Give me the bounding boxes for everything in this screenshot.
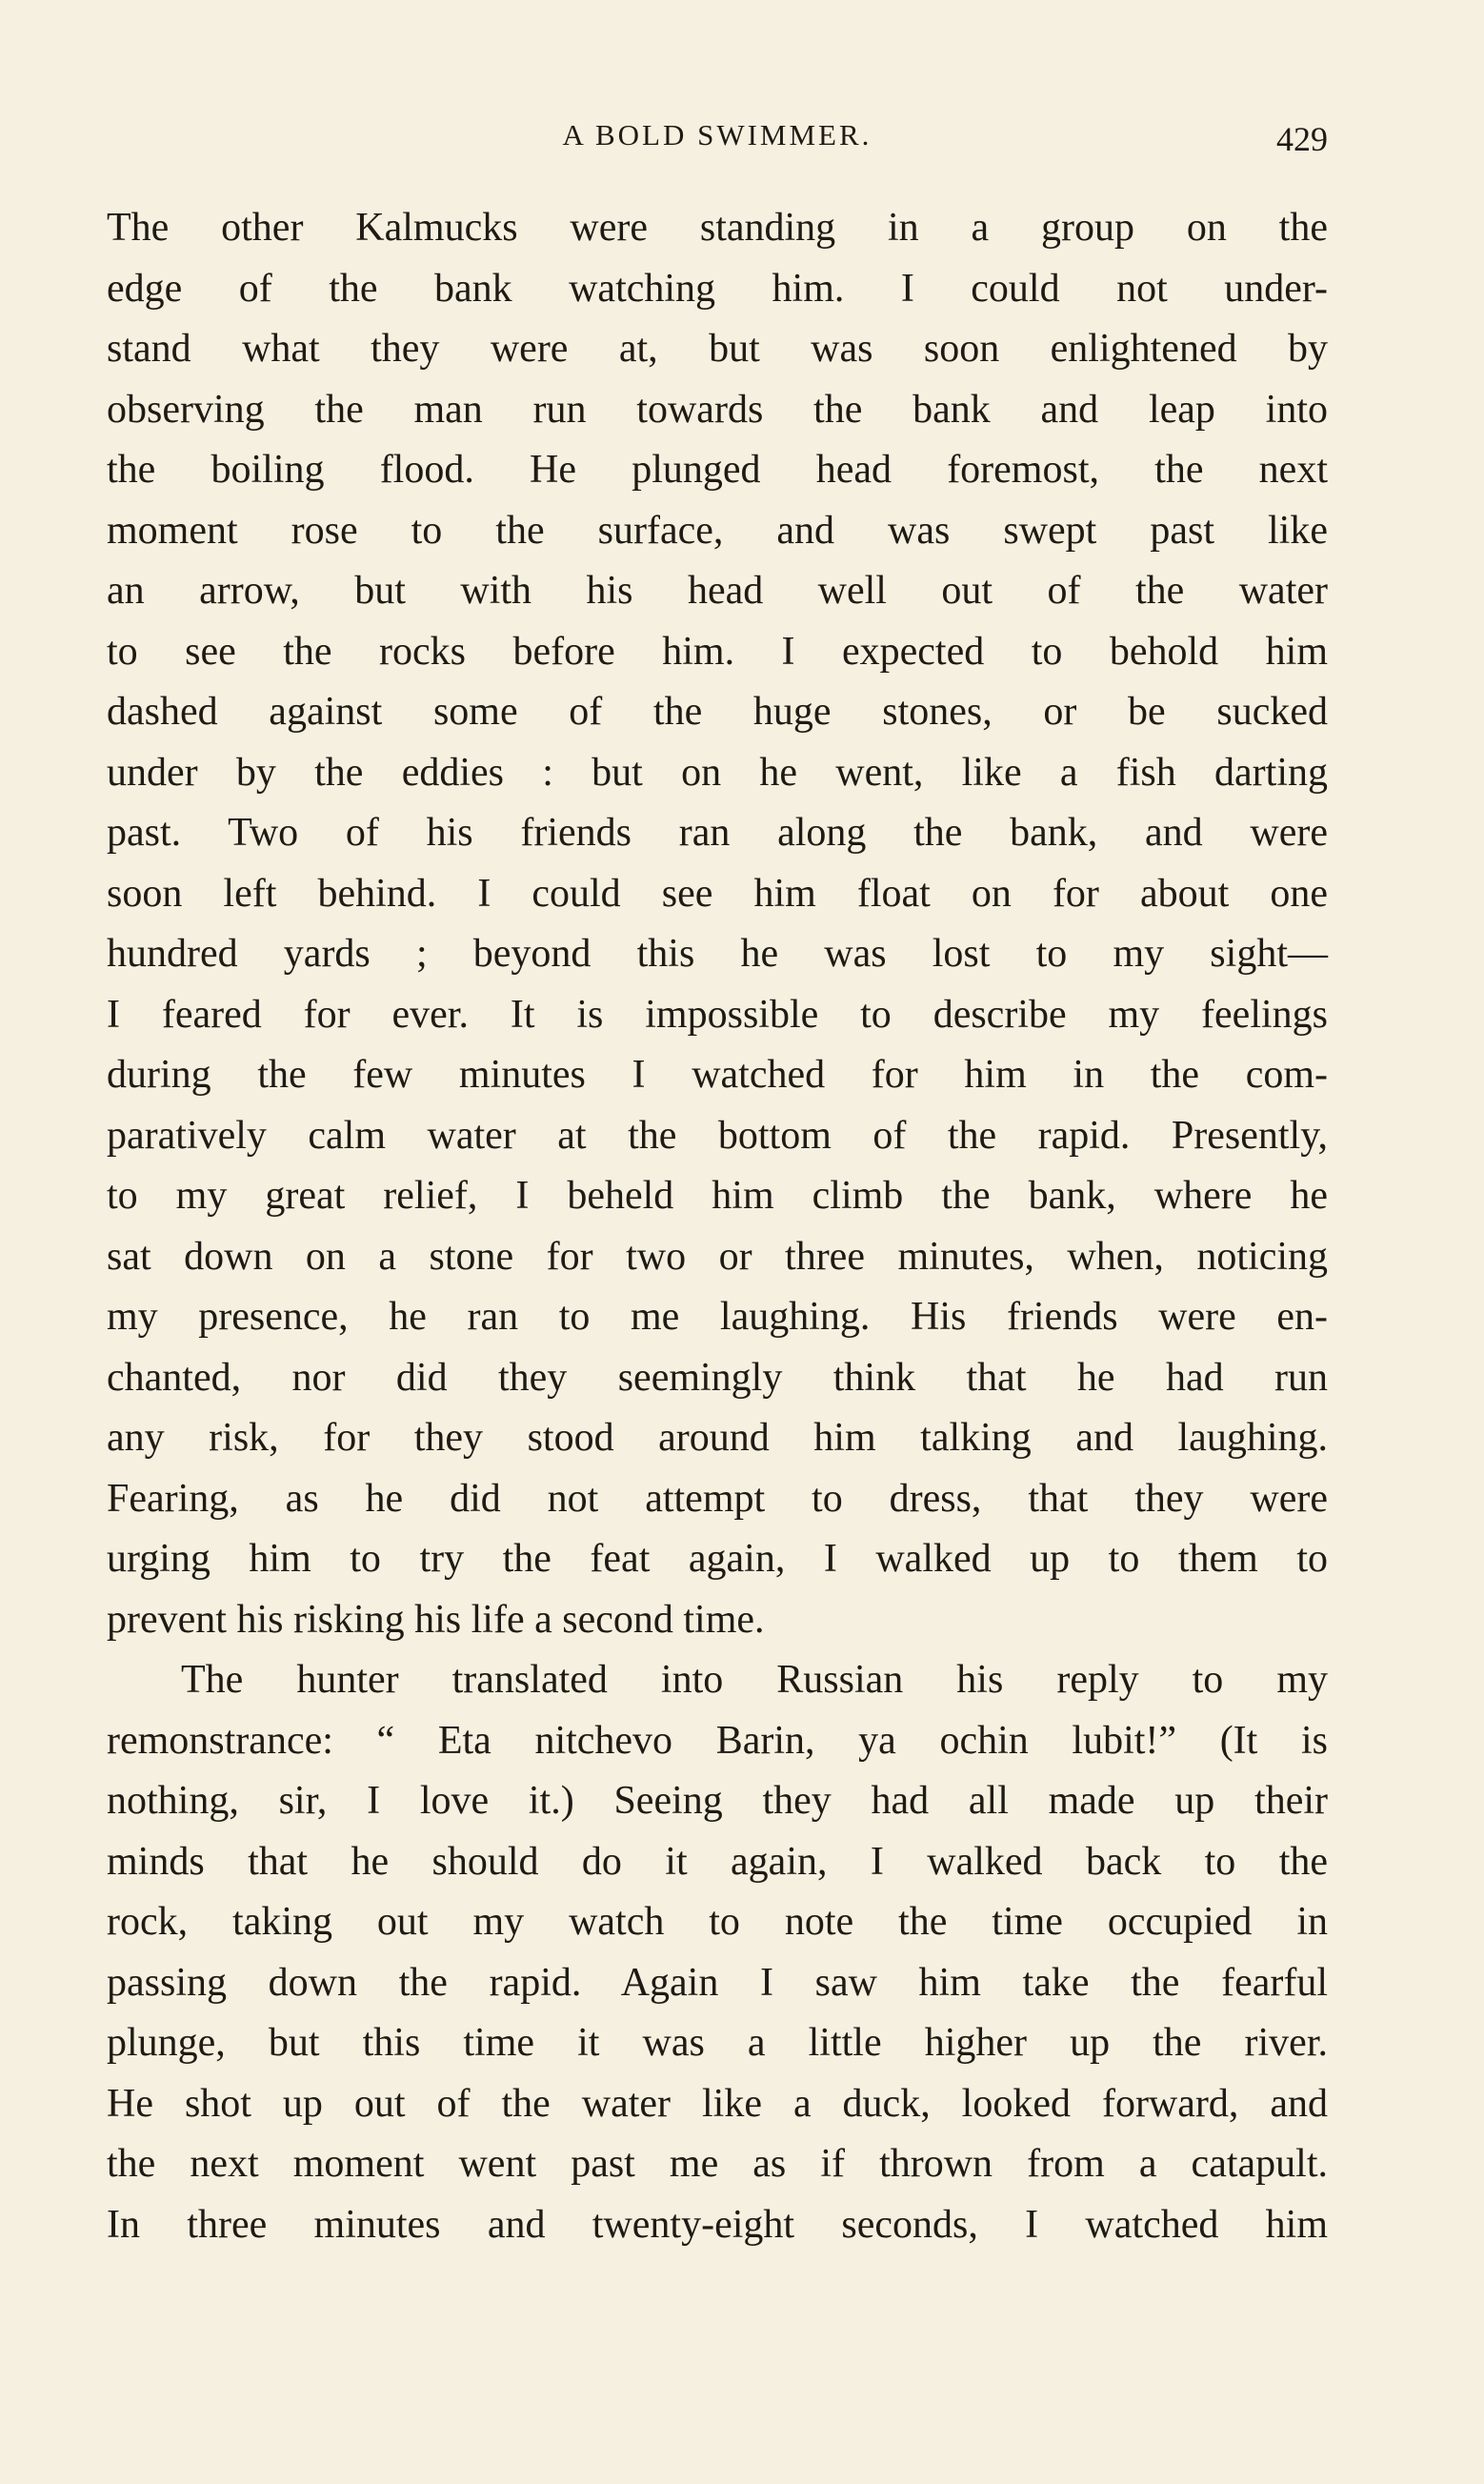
text-line: observing the man run towards the bank and leap into [107, 387, 1328, 432]
text-line: passing down the rapid. Again I saw him take the fearful [107, 1960, 1328, 2005]
paragraph-end-line: prevent his risking his life a second time. [107, 1597, 765, 1642]
text-line: under by the eddies : but on he went, like a fish darting [107, 750, 1328, 795]
text-line: plunge, but this time it was a little higher up the river. [107, 2021, 1328, 2065]
text-line: edge of the bank watching him. I could not under- [107, 266, 1328, 311]
text-line: dashed against some of the huge stones, or be sucked [107, 690, 1328, 734]
text-line: minds that he should do it again, I walked back to the [107, 1839, 1328, 1884]
text-line: chanted, nor did they seemingly think that he had run [107, 1355, 1328, 1400]
text-line: I feared for ever. It is impossible to describe my feelings [107, 992, 1328, 1037]
paragraph-start-line: The hunter translated into Russian his reply to my [181, 1658, 1328, 1702]
text-line: The other Kalmucks were standing in a group on the [107, 206, 1328, 250]
page-number: 429 [1276, 120, 1328, 158]
text-line: to my great relief, I beheld him climb the bank, where he [107, 1174, 1328, 1218]
text-line: In three minutes and twenty-eight seconds, I watched him [107, 2202, 1328, 2247]
text-line: He shot up out of the water like a duck, looked forward, and [107, 2081, 1328, 2126]
text-line: moment rose to the surface, and was swept past like [107, 508, 1328, 553]
text-line: any risk, for they stood around him talking and laughing. [107, 1416, 1328, 1460]
running-title: A BOLD SWIMMER. [562, 118, 872, 151]
body-text [107, 198, 1328, 2255]
text-line: Fearing, as he did not attempt to dress, that they were [107, 1476, 1328, 1521]
text-line: the boiling flood. He plunged head foremost, the next [107, 448, 1328, 492]
text-line: hundred yards ; beyond this he was lost to my sight— [107, 932, 1328, 976]
text-line: during the few minutes I watched for him in the com- [107, 1053, 1328, 1097]
text-line: the next moment went past me as if thrown from a catapult. [107, 2142, 1328, 2186]
text-line: urging him to try the feat again, I walked up to them to [107, 1537, 1328, 1581]
text-line: remonstrance: “ Eta nitchevo Barin, ya ochin lubit!” (It is [107, 1718, 1328, 1763]
text-line: stand what they were at, but was soon enlightened by [107, 327, 1328, 371]
text-line: an arrow, but with his head well out of the water [107, 569, 1328, 613]
text-line: nothing, sir, I love it.) Seeing they had all made up their [107, 1779, 1328, 1823]
text-line: paratively calm water at the bottom of the rapid. Presently, [107, 1113, 1328, 1158]
text-line: rock, taking out my watch to note the time occupied in [107, 1900, 1328, 1944]
text-line: sat down on a stone for two or three minutes, when, noticing [107, 1234, 1328, 1279]
text-line: soon left behind. I could see him float on for about one [107, 871, 1328, 916]
running-head [107, 112, 1328, 170]
text-line: to see the rocks before him. I expected to behold him [107, 629, 1328, 674]
text-line: my presence, he ran to me laughing. His friends were en- [107, 1295, 1328, 1339]
text-line: past. Two of his friends ran along the bank, and were [107, 811, 1328, 855]
